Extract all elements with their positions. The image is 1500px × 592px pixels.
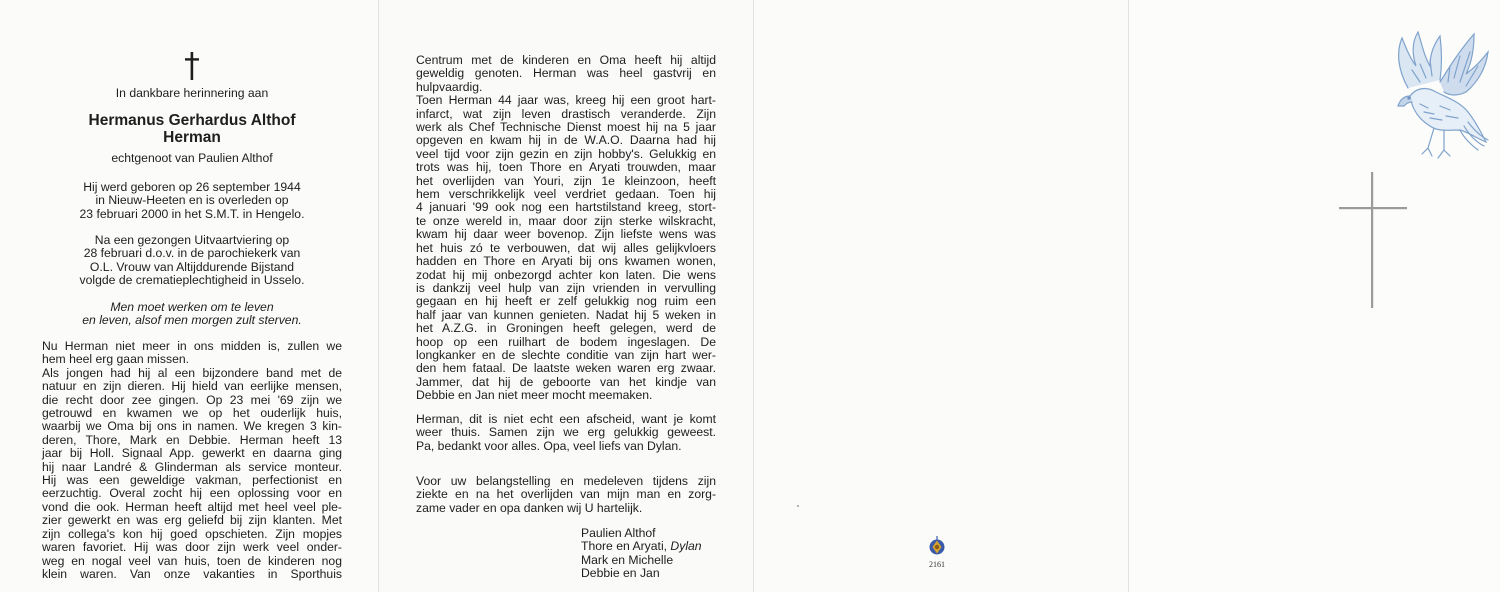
- text-line: Hij werd geboren op 26 september 1944: [83, 180, 301, 194]
- text-line: hij naar Landré & Glinderman als service monteur.: [42, 459, 342, 474]
- signature-line: [581, 540, 741, 553]
- large-cross-icon: [1338, 170, 1408, 310]
- signature-line: Debbie en Jan: [581, 566, 660, 581]
- text-line: trots was hij, toen Thore en Aryati trouwden, maar: [416, 160, 716, 175]
- deceased-full-name: Hermanus Gerhardus Althof: [88, 112, 296, 129]
- text-line: het overlijden van Youri, zijn 1e kleinzoon, heeft: [416, 173, 716, 188]
- signature-line: Mark en Michelle: [581, 552, 674, 567]
- fold-line: [378, 0, 379, 592]
- text-line: natuur en zijn dieren. Hij hield van eerlijke mensen,: [42, 379, 342, 394]
- fold-line: [1128, 0, 1129, 592]
- text-line: Herman, dit is niet echt een afscheid, want je komt: [416, 412, 716, 426]
- text-line: longkanker en de slechte conditie van zijn hart wer-: [416, 347, 716, 362]
- text-line: veel tijd voor zijn gezin en zijn hobby's. Gelukkig en: [416, 146, 716, 161]
- text-line: weer thuis. Samen zijn we erg gelukkig geweest.: [416, 425, 716, 440]
- text-line: den hem fataal. De laatste weken waren erg zwaar.: [416, 361, 716, 376]
- panel-back: [753, 0, 1128, 592]
- text-line: 4 januari '99 ook nog een hartstilstand kreeg, stort-: [416, 200, 716, 215]
- text-line: is dankzij veel hulp van zijn vrienden in vervulling: [416, 280, 716, 295]
- text-line: Debbie en Jan niet meer mocht meemaken.: [416, 388, 653, 403]
- text-line: zier gewerkt en was erg geliefd bij zijn klanten. Met: [42, 513, 342, 528]
- text-line: Hij was een geweldige vakman, perfectionist en: [42, 473, 342, 488]
- text-line: te onze wereld in, maar door zijn sterke wilskracht,: [416, 213, 716, 228]
- text-line: 23 februari 2000 in het S.M.T. in Hengelo.: [79, 206, 305, 221]
- text-line: zijn collega's kon hij goed opschieten. Zijn mopjes: [42, 526, 342, 541]
- text-line: Men moet werken om te leven: [110, 300, 274, 314]
- text-line: opgeven en kwam hij in de W.A.O. Daarna had hij: [416, 133, 716, 148]
- text-line: volgde de crematieplechtigheid in Usselo.: [79, 273, 305, 288]
- funeral-details: [50, 234, 334, 288]
- quote: [40, 301, 344, 328]
- farewell-paragraph: [416, 413, 716, 453]
- text-line: in Nieuw-Heeten en is overleden op: [95, 193, 289, 208]
- text-line: eerzuchtig. Overal zocht hij een oplossing voor en: [42, 486, 342, 501]
- text-line: hem heel erg gaan missen.: [42, 352, 190, 367]
- text-line: het huis zó te verbouwen, dat wij alles gelijkvloers: [416, 240, 716, 255]
- text-line: jaar bij Holl. Signaal App. gewerkt en daarna ging: [42, 446, 342, 461]
- text-line: Voor uw belangstelling en medeleven tijdens zijn: [416, 474, 716, 488]
- text-line: ziekte en na het overlijden van mijn man en zorg-: [416, 487, 716, 502]
- text-line: die recht door zee gingen. Op 23 mei '69 zijn we: [42, 392, 342, 407]
- text-line: werk als Chef Technische Dienst moest hij na 5 jaar: [416, 120, 716, 135]
- text-line: half jaar van kunnen genieten. Nadat hij 5 weken in: [416, 307, 716, 322]
- birth-death-details: [50, 181, 334, 221]
- intro-text: In dankbare herinnering aan: [115, 86, 269, 100]
- text-line: O.L. Vrouw van Altijddurende Bijstand: [89, 259, 295, 274]
- spouse-line: echtgenoot van Paulien Althof: [111, 151, 273, 165]
- signature-line: Paulien Althof: [581, 526, 656, 540]
- text-line: gegaan en hij heeft er zelf gelukkig nog ruim een: [416, 294, 716, 309]
- text-line: getrouwd en kwamen we op het ouderlijk huis,: [42, 406, 342, 421]
- text-line: hulpvaardig.: [416, 79, 483, 94]
- text-line: Pa, bedankt voor alles. Opa, veel liefs van Dylan.: [416, 438, 682, 453]
- text-line: Toen Herman 44 jaar was, kreeg hij een groot hart-: [416, 93, 716, 108]
- text-line: Centrum met de kinderen en Oma heeft hij altijd: [416, 53, 716, 67]
- text-line: en leven, alsof men morgen zult sterven.: [82, 313, 302, 328]
- text-line: infarct, wat zijn leven drastisch veranderde. Zijn: [416, 106, 716, 121]
- text-line: weg en nogal veel van huis, toen de kinderen nog: [42, 553, 342, 568]
- text-line: Als jongen had hij al een bijzondere band met de: [42, 365, 342, 380]
- text-line: deren, Thore, Mark en Debbie. Herman heeft 13: [42, 432, 342, 447]
- text-line: waren favoriet. Hij was door zijn werk veel onder-: [42, 540, 342, 555]
- fold-line: [753, 0, 754, 592]
- text-line: 28 februari d.o.v. in de parochiekerk van: [83, 246, 301, 261]
- print-number: 2161: [929, 560, 945, 569]
- text-line: klein waren. Van onze vakanties in Sporthuis: [42, 566, 342, 581]
- text-line: het A.Z.G. in Groningen heeft gelegen, werd de: [416, 321, 716, 336]
- speck: [797, 505, 799, 507]
- signature-text: Thore en Aryati,: [581, 539, 671, 554]
- signature-italic: Dylan: [670, 539, 702, 554]
- text-line: Jammer, dat hij de geboorte van het kindje van: [416, 374, 716, 389]
- thanks-paragraph: [416, 475, 716, 515]
- text-line: Nu Herman niet meer in ons midden is, zullen we: [42, 339, 342, 353]
- dove-icon: [1390, 26, 1490, 164]
- text-line: kwam hij daar weer bovenop. Zijn liefste wens was: [416, 227, 716, 242]
- printer-logo-icon: [926, 535, 948, 557]
- small-cross-icon: [183, 52, 201, 80]
- text-line: hem verschrikkelijk veel verdriet gedaan. Toen hij: [416, 187, 716, 202]
- text-line: hadden en Thore en Aryati bij ons kwamen wonen,: [416, 254, 716, 269]
- deceased-nickname: Herman: [163, 129, 221, 146]
- text-line: geweldig genoten. Herman was heel gastvrij en: [416, 66, 716, 81]
- text-line: hoop op een ruilhart de bodem ingeslagen. De: [416, 334, 716, 349]
- text-line: waarbij we Oma bij ons in namen. We kregen 3 kin-: [42, 419, 342, 434]
- biography-column-2: [416, 54, 716, 403]
- text-line: Na een gezongen Uitvaartviering op: [94, 233, 290, 247]
- text-line: vond die ook. Herman heeft altijd met heel veel ple-: [42, 499, 342, 514]
- biography-column-1: [42, 340, 342, 581]
- text-line: zame vader en opa danken wij U hartelijk.: [416, 500, 643, 515]
- text-line: zodat hij mij onbezorgd achter kon laten. Die wens: [416, 267, 716, 282]
- family-signatures: [581, 527, 741, 581]
